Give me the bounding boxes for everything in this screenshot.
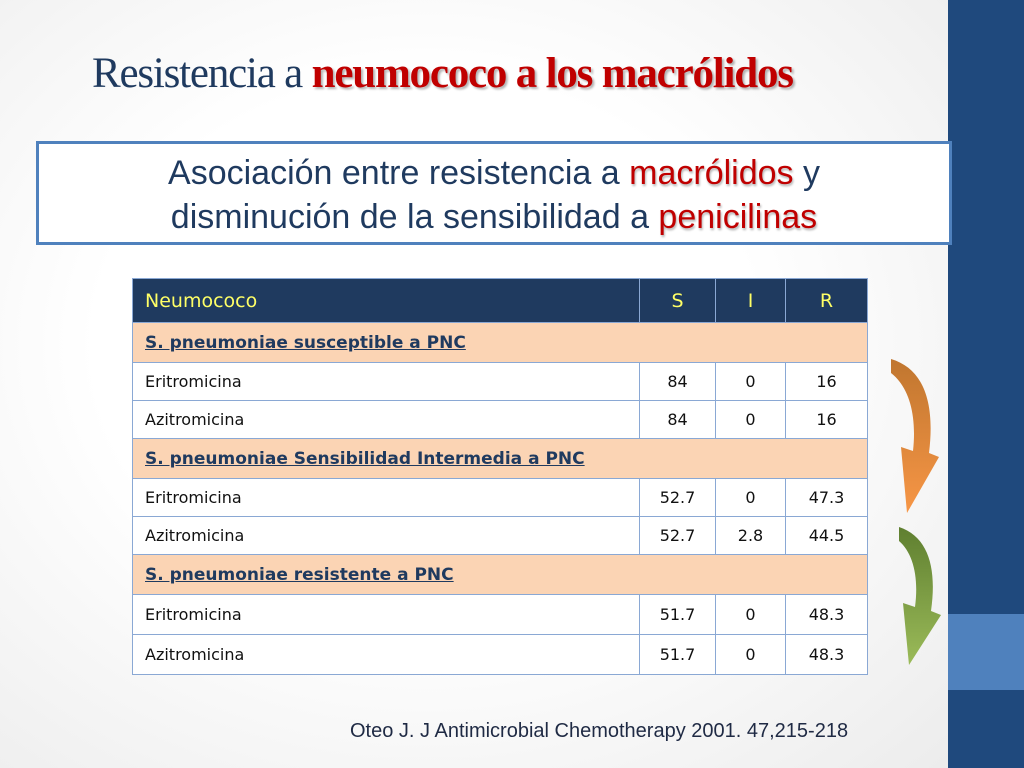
table-row bbox=[133, 401, 868, 439]
association-line-1-prefix: Asociación entre resistencia a bbox=[168, 154, 630, 192]
drug-name: Eritromicina bbox=[133, 595, 640, 635]
value-s: 51.7 bbox=[640, 595, 716, 635]
value-i: 0 bbox=[716, 595, 786, 635]
drug-name: Eritromicina bbox=[133, 479, 640, 517]
value-s: 84 bbox=[640, 401, 716, 439]
group-row-susceptible bbox=[133, 323, 868, 363]
drug-name: Azitromicina bbox=[133, 517, 640, 555]
value-s: 52.7 bbox=[640, 517, 716, 555]
value-s: 84 bbox=[640, 363, 716, 401]
value-r: 48.3 bbox=[786, 635, 868, 675]
value-r: 16 bbox=[786, 401, 868, 439]
value-i: 0 bbox=[716, 479, 786, 517]
value-i: 0 bbox=[716, 363, 786, 401]
group-label: S. pneumoniae resistente a PNC bbox=[133, 555, 868, 595]
table-header-row bbox=[133, 279, 868, 323]
association-highlight-macrolidos: macrólidos bbox=[629, 154, 794, 192]
drug-name: Azitromicina bbox=[133, 635, 640, 675]
header-neumococo: Neumococo bbox=[133, 279, 640, 323]
association-box bbox=[36, 141, 952, 245]
group-label: S. pneumoniae susceptible a PNC bbox=[133, 323, 868, 363]
association-highlight-penicilinas: penicilinas bbox=[658, 198, 818, 236]
table-row bbox=[133, 635, 868, 675]
table-row bbox=[133, 363, 868, 401]
association-line-2 bbox=[39, 195, 949, 239]
group-row-resistant bbox=[133, 555, 868, 595]
group-label: S. pneumoniae Sensibilidad Intermedia a PNC bbox=[133, 439, 868, 479]
value-i: 0 bbox=[716, 635, 786, 675]
value-s: 51.7 bbox=[640, 635, 716, 675]
citation: Oteo J. J Antimicrobial Chemotherapy 2001. 47,215-218 bbox=[350, 720, 849, 742]
value-i: 0 bbox=[716, 401, 786, 439]
drug-name: Azitromicina bbox=[133, 401, 640, 439]
association-line-1 bbox=[39, 151, 949, 195]
drug-name: Eritromicina bbox=[133, 363, 640, 401]
value-r: 44.5 bbox=[786, 517, 868, 555]
title-highlight: neumococo a los macrólidos bbox=[311, 50, 793, 97]
header-i: I bbox=[716, 279, 786, 323]
value-i: 2.8 bbox=[716, 517, 786, 555]
resistance-table bbox=[132, 278, 868, 675]
value-s: 52.7 bbox=[640, 479, 716, 517]
curved-arrows bbox=[885, 355, 945, 675]
header-r: R bbox=[786, 279, 868, 323]
side-accent-block bbox=[948, 614, 1024, 690]
table-row bbox=[133, 517, 868, 555]
value-r: 48.3 bbox=[786, 595, 868, 635]
slide-title bbox=[92, 48, 942, 100]
group-row-intermediate bbox=[133, 439, 868, 479]
title-prefix: Resistencia a bbox=[92, 50, 312, 97]
header-s: S bbox=[640, 279, 716, 323]
association-line-2-prefix: disminución de la sensibilidad a bbox=[170, 198, 659, 236]
table-row bbox=[133, 595, 868, 635]
value-r: 47.3 bbox=[786, 479, 868, 517]
value-r: 16 bbox=[786, 363, 868, 401]
table-row bbox=[133, 479, 868, 517]
orange-curved-arrow-icon bbox=[891, 359, 939, 513]
association-line-1-suffix: y bbox=[793, 154, 820, 192]
green-curved-arrow-icon bbox=[899, 527, 941, 665]
